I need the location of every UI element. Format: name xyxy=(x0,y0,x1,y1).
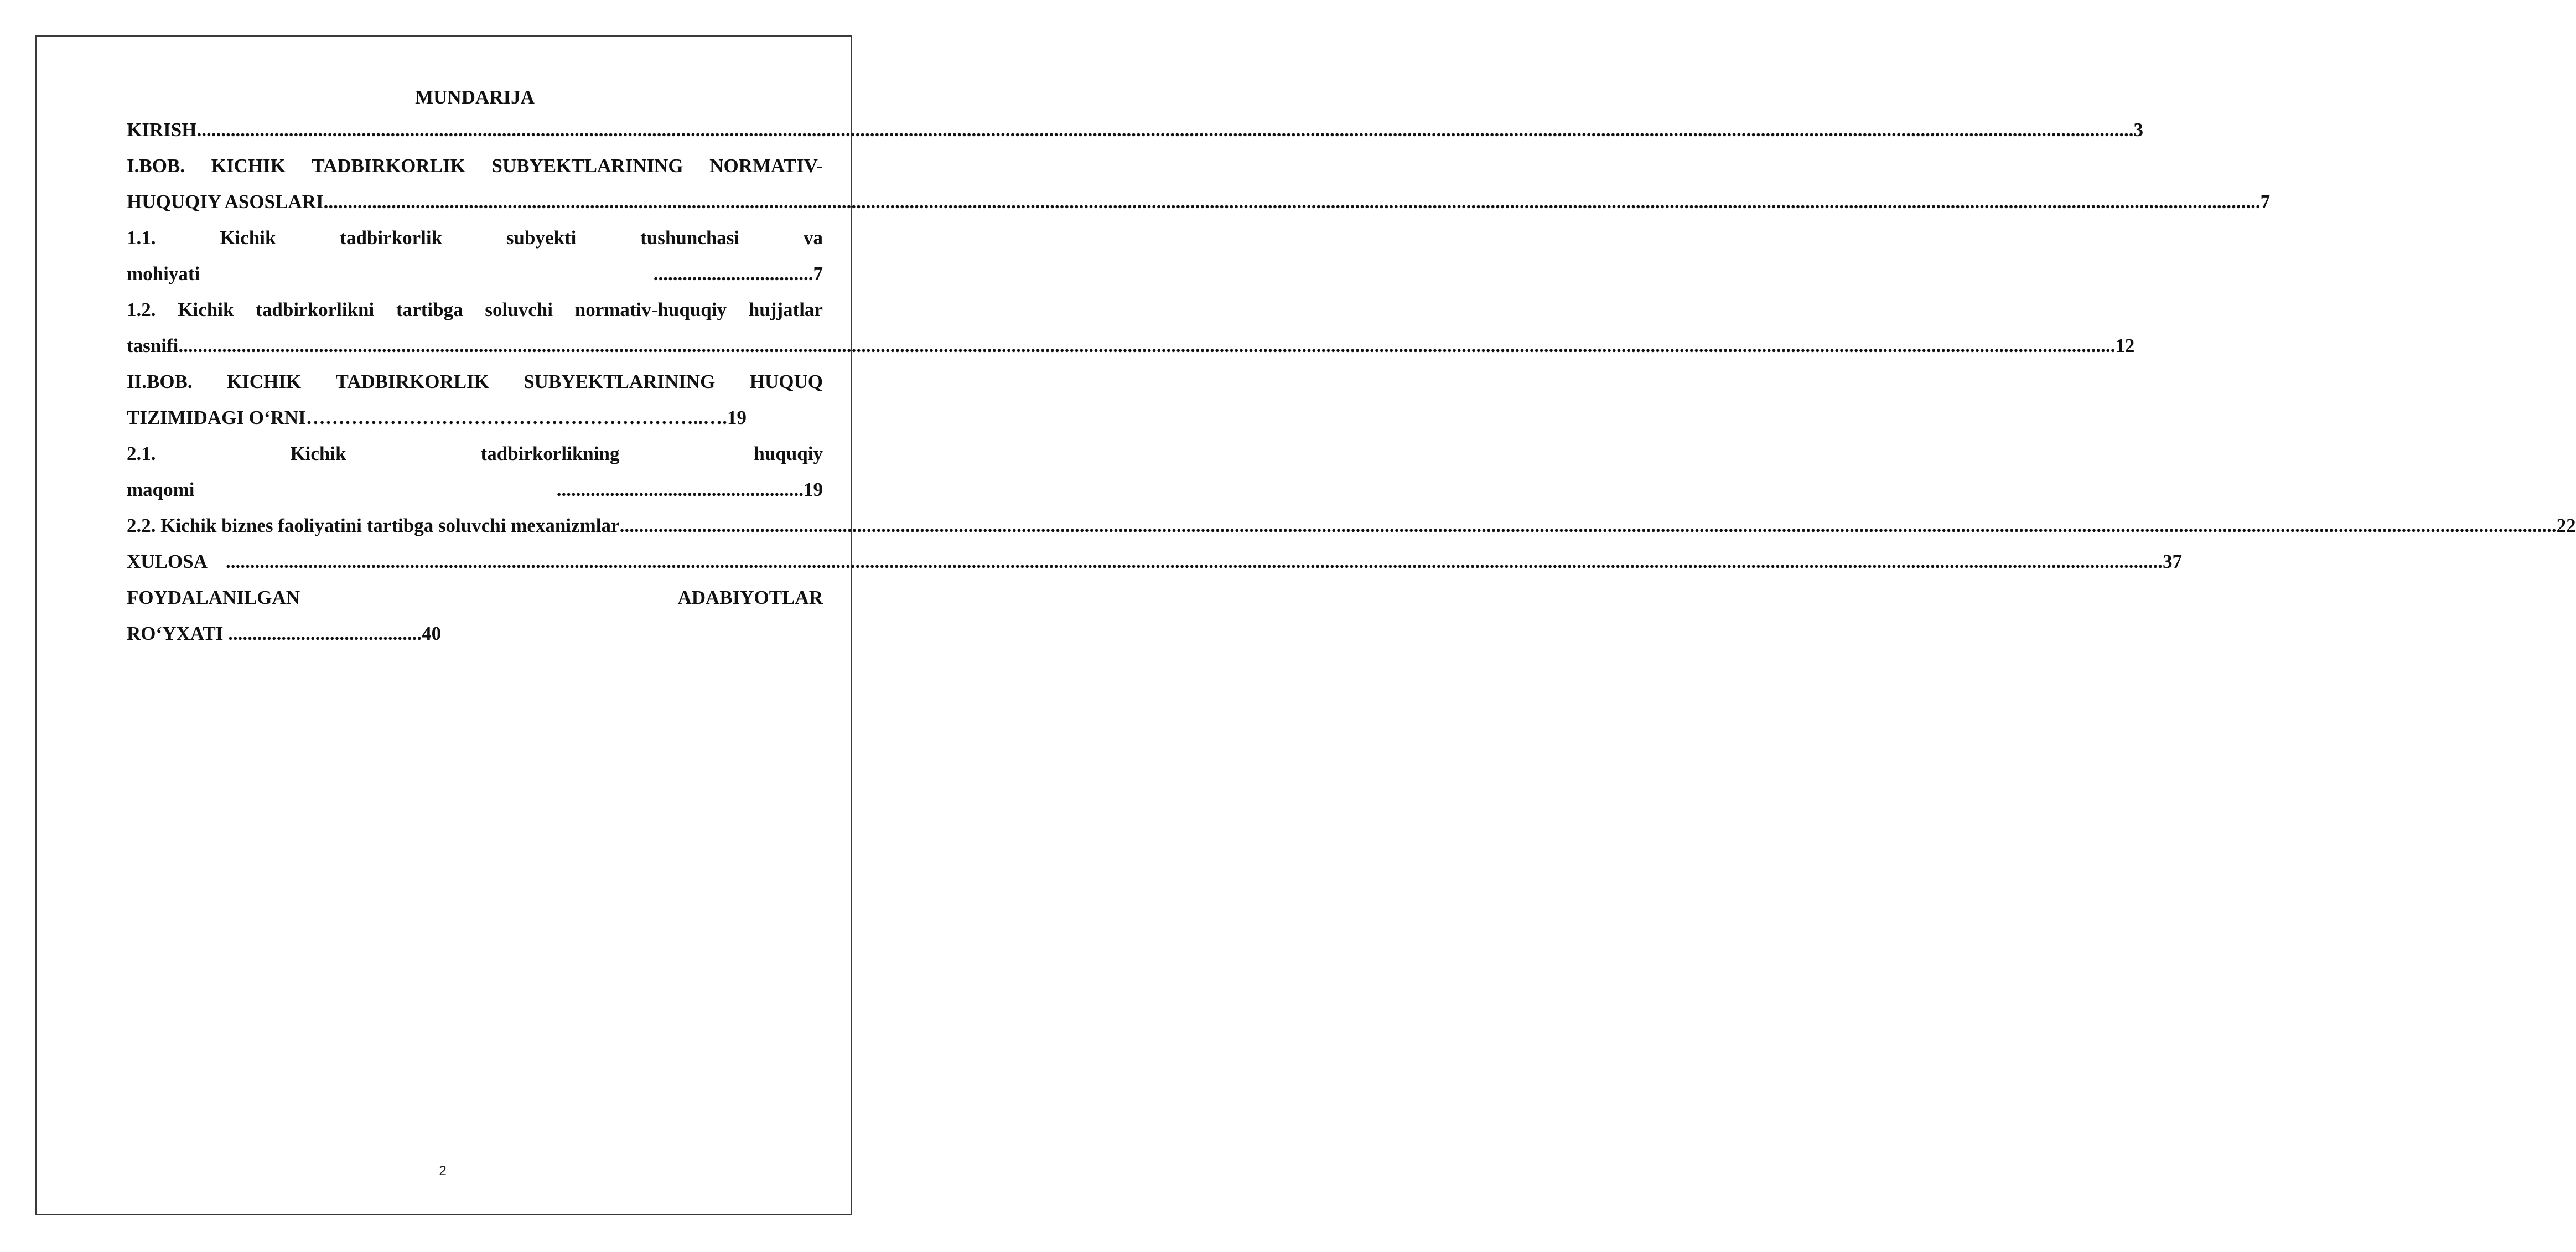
toc-word: NORMATIV- xyxy=(709,155,823,177)
toc-word: II.BOB. xyxy=(127,371,193,392)
dot-leader: ................................................................................................................................................................................................................................................................................................................................................................................................................ xyxy=(178,335,2116,356)
toc-word: 1.1. xyxy=(127,227,156,249)
toc-word: Kichik xyxy=(220,227,276,249)
toc-entry-1-2-line2[interactable] xyxy=(127,328,2135,364)
toc-word: KICHIK xyxy=(211,155,286,177)
toc-word: SUBYEKTLARINING xyxy=(491,155,683,177)
toc-entry-bob2-line2[interactable] xyxy=(127,400,823,436)
toc-word: KICHIK xyxy=(226,371,302,392)
toc-title: MUNDARIJA xyxy=(415,86,535,108)
toc-entry-text: maqomi xyxy=(127,479,195,500)
toc-word: tadbirkorlikning xyxy=(480,443,620,464)
dot-leader: ................................................................................................................................................................................................................................................................................................................................................................................................................ xyxy=(619,515,2557,536)
dot-leader: ................................................................................................................................................................................................................................................................................................................................................................................................................ xyxy=(225,551,2163,572)
toc-entry-1-1-line1[interactable] xyxy=(127,220,823,256)
toc-word: SUBYEKTLARINING xyxy=(524,371,716,392)
toc-entry-text: KIRISH xyxy=(127,119,197,141)
toc-word: tadbirkorlikni xyxy=(256,299,375,320)
toc-word: I.BOB. xyxy=(127,155,185,177)
toc-word: normativ-huquqiy xyxy=(574,299,727,320)
toc-entry-text: RO‘YXATI ........................................40 xyxy=(127,623,442,644)
toc-word: tartibga xyxy=(396,299,463,320)
toc-word: TADBIRKORLIK xyxy=(335,371,489,392)
toc-entry-1-2-line1[interactable] xyxy=(127,292,823,328)
toc-word: Kichik xyxy=(178,299,234,320)
toc-dots-page: ...................................................19 xyxy=(556,479,823,500)
toc-word: tushunchasi xyxy=(640,227,740,249)
table-of-contents xyxy=(127,83,2576,651)
toc-page-number: 7 xyxy=(2260,191,2271,213)
toc-word: va xyxy=(803,227,823,249)
toc-word: TADBIRKORLIK xyxy=(312,155,465,177)
toc-entry-1-1-line2[interactable] xyxy=(127,256,823,292)
toc-entry-adabiyotlar-line2[interactable] xyxy=(127,615,823,651)
toc-entry-adabiyotlar-line1[interactable] xyxy=(127,580,823,615)
toc-page-number: 37 xyxy=(2162,551,2182,572)
toc-entry-2-1-line1[interactable] xyxy=(127,436,823,472)
toc-entry-text: TIZIMIDAGI O‘RNI……………………………………………………..….19 xyxy=(127,407,747,428)
toc-word: tadbirkorlik xyxy=(340,227,443,249)
toc-word: FOYDALANILGAN xyxy=(127,587,300,608)
toc-entry-text: mohiyati xyxy=(127,263,200,284)
toc-word: hujjatlar xyxy=(748,299,823,320)
toc-word: subyekti xyxy=(506,227,577,249)
toc-word: 2.1. xyxy=(127,443,156,464)
toc-page-number: 12 xyxy=(2115,335,2135,356)
toc-entry-bob1-line2[interactable] xyxy=(127,184,2271,220)
toc-entry-2-1-line2[interactable] xyxy=(127,472,823,508)
toc-word: HUQUQ xyxy=(749,371,823,392)
toc-entry-text: tasnifi xyxy=(127,335,179,356)
toc-dots-page: .................................7 xyxy=(653,263,823,284)
toc-word: 1.2. xyxy=(127,299,156,320)
toc-entry-bob1-line1[interactable] xyxy=(127,148,823,184)
toc-word: soluvchi xyxy=(485,299,553,320)
toc-entry-2-2[interactable] xyxy=(127,508,2576,544)
toc-page-number: 3 xyxy=(2133,119,2143,141)
dot-leader: ................................................................................................................................................................................................................................................................................................................................................................................................................ xyxy=(196,119,2134,141)
toc-word: huquqiy xyxy=(754,443,823,464)
toc-entry-text: XULOSA xyxy=(127,551,226,572)
toc-entry-xulosa[interactable] xyxy=(127,544,2182,580)
toc-entry-kirish[interactable] xyxy=(127,112,2143,148)
page-number: 2 xyxy=(439,1163,447,1178)
dot-leader: ................................................................................................................................................................................................................................................................................................................................................................................................................ xyxy=(323,191,2261,213)
toc-entry-text: 2.2. Kichik biznes faoliyatini tartibga soluvchi mexanizmlar xyxy=(127,515,620,536)
toc-word: ADABIYOTLAR xyxy=(677,587,823,608)
toc-page-number: 22 xyxy=(2556,515,2576,536)
toc-entry-text: HUQUQIY ASOSLARI xyxy=(127,191,324,213)
toc-word: Kichik xyxy=(290,443,346,464)
toc-entry-bob2-line1[interactable] xyxy=(127,364,823,400)
